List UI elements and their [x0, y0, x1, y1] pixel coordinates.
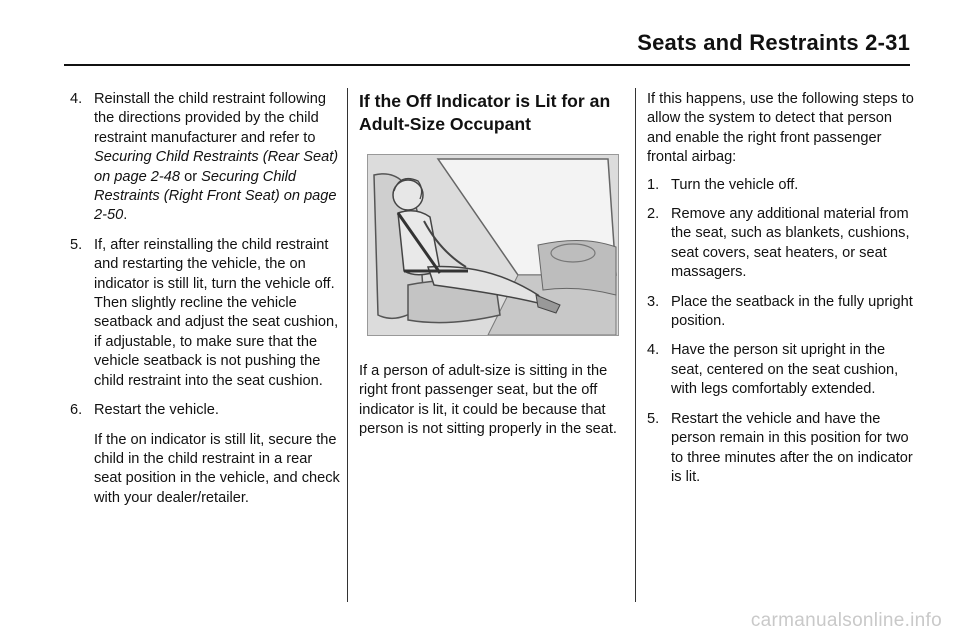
item-text: Restart the vehicle.: [94, 402, 219, 419]
step-number: 3.: [647, 293, 660, 310]
step-text: Turn the vehicle off.: [671, 176, 799, 193]
step-text: Have the person sit upright in the seat, centered on the seat cushion, with legs comfortably extended.: [671, 342, 899, 398]
occupant-illustration: [367, 154, 619, 336]
step-text: Restart the vehicle and have the person remain in this position for two to three minutes after the on indicator is lit.: [671, 410, 913, 485]
item-text: or: [180, 168, 202, 185]
step-number: 2.: [647, 206, 660, 223]
item-text: .: [123, 207, 128, 224]
column-divider-left: [347, 88, 348, 602]
step-item: [647, 176, 919, 195]
step-number: 4.: [647, 342, 660, 359]
watermark: carmanualsonline.info: [750, 610, 942, 631]
item-text: Reinstall the child restraint following the directions provided by the child restraint manufacturer and refer to: [94, 91, 326, 146]
list-number: 4.: [70, 91, 83, 107]
cross-reference-rear-seat[interactable]: Securing Child Restraints (Rear Seat) on page 2-48: [94, 149, 339, 185]
list-number: 6.: [70, 402, 83, 419]
column-left: [70, 90, 342, 518]
step-text: Remove any additional material from the seat, such as blankets, cushions, seat covers, seat heaters, or seat massagers.: [671, 206, 910, 281]
section-body: If a person of adult-size is sitting in the right front passenger seat, but the off indicator is lit, it could be because that person is not sitting properly in the seat.: [359, 363, 617, 438]
step-number: 1.: [647, 176, 660, 193]
column-right: [647, 90, 919, 497]
section-heading: If the Off Indicator is Lit for an Adult-Size Occupant: [359, 91, 611, 134]
column-middle: [359, 90, 627, 440]
step-item: [647, 293, 919, 332]
item-subparagraph: If the on indicator is still lit, secure the child in the child restraint in a rear seat position in the vehicle, and check with your dealer/retailer.: [94, 431, 340, 506]
steps-intro: If this happens, use the following steps to allow the system to detect that person and enable the right front passenger frontal airbag:: [647, 91, 914, 166]
list-item-6: [70, 401, 342, 508]
list-item-4: [70, 90, 342, 226]
step-text: Place the seatback in the fully upright position.: [671, 293, 913, 330]
header-divider: [64, 64, 910, 66]
step-number: 5.: [647, 410, 660, 427]
column-divider-right: [635, 88, 636, 602]
step-item: [647, 341, 919, 399]
list-item-5: [70, 236, 342, 391]
page-header-title: Seats and Restraints 2-31: [637, 30, 910, 55]
cross-reference-right-front-seat[interactable]: Securing Child Restraints (Right Front Seat) on page 2-50: [94, 168, 337, 224]
step-item: [647, 410, 919, 488]
item-text: If, after reinstalling the child restraint and restarting the vehicle, the on indicator is still lit, turn the vehicle off. Then slightly recline the vehicle seatback and adjust the seat cushion, if adjustable, to make sure that the vehicle seatback is not pushing the child restraint into the seat cushion.: [94, 236, 339, 389]
step-item: [647, 205, 919, 283]
list-number: 5.: [70, 236, 83, 253]
